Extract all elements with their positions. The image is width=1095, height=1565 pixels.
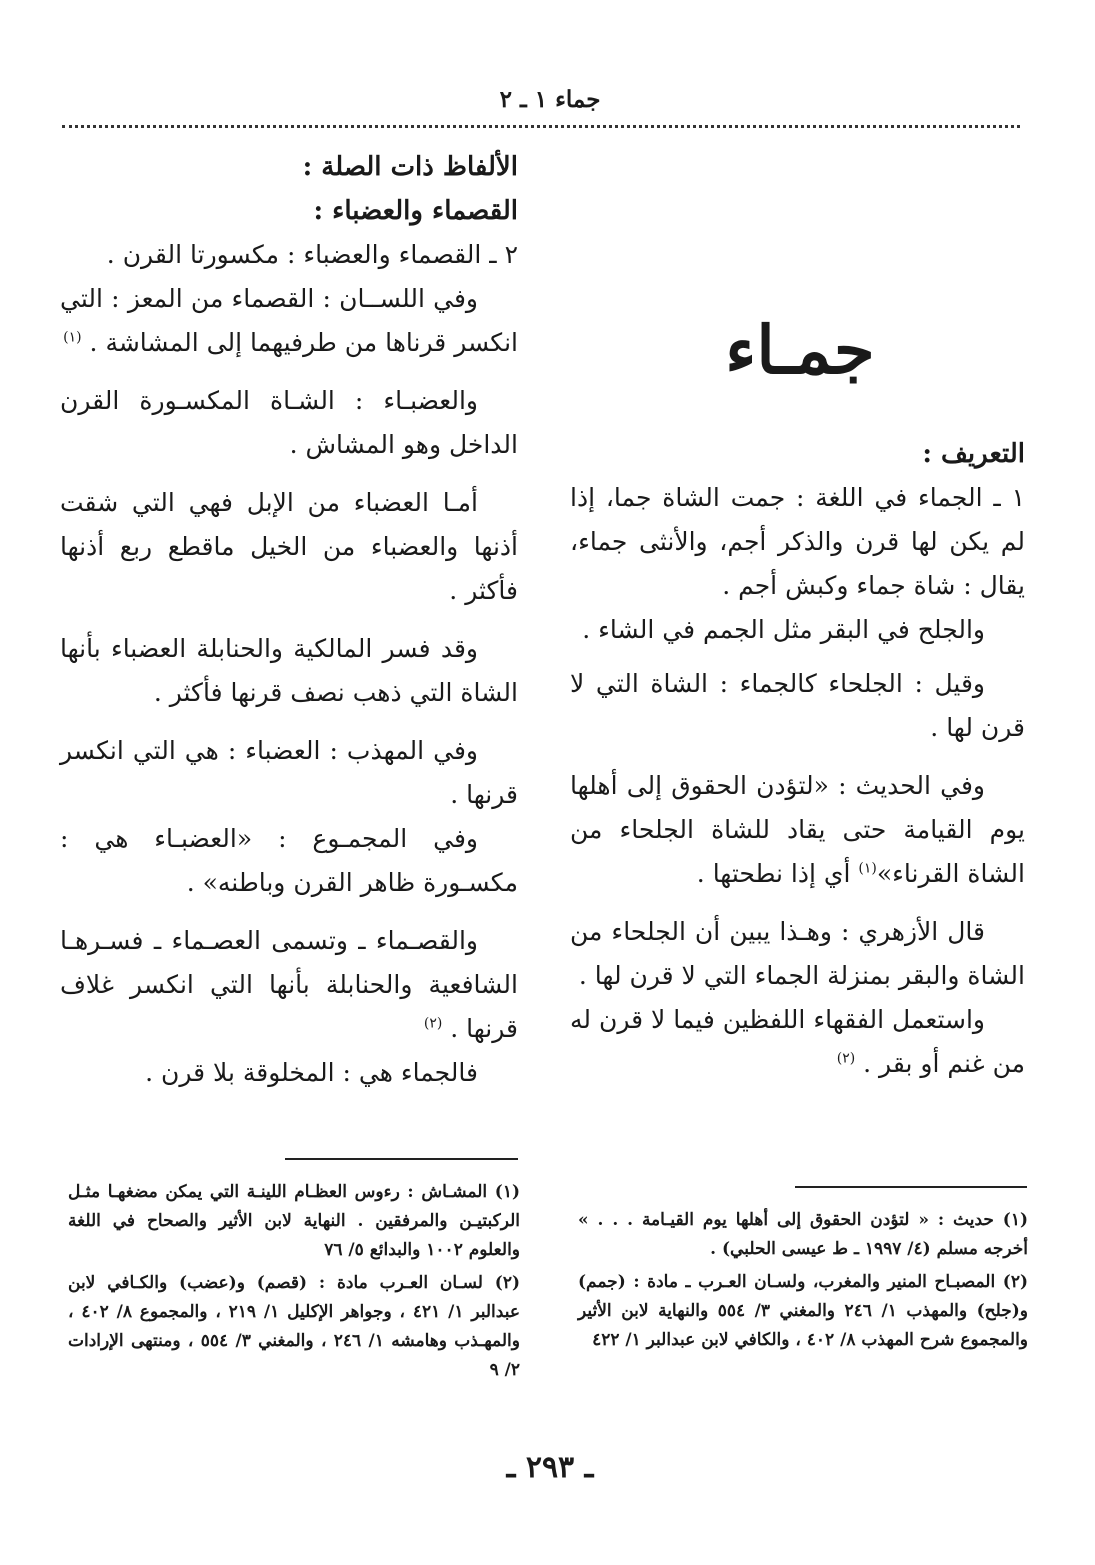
related-terms-heading: الألفاظ ذات الصلة : <box>302 152 518 182</box>
footnote-ref: (١) <box>63 329 82 346</box>
paragraph-muhadhab: وفي المهذب : العضباء : هي التي انكسر قرنها . <box>60 736 518 809</box>
paragraph-text: وفي اللســان : القصماء من المعز : التي انكسر قرناها من طرفيهما إلى المشاشة . <box>60 284 518 357</box>
paragraph-text: أي إذا نطحتها . <box>696 859 859 888</box>
definition-heading: التعريف : <box>922 439 1025 469</box>
footnote-item: (١) المشـاش : رءوس العظـام اللينـة التي يمكن مضغهـا مثـل الركبتيـن والمرفقين . النهاية لابن الأثير والصحاح في اللغة والعلوم ١٠٠٢ والبدائع ٥/ ٧٦ <box>68 1182 520 1260</box>
paragraph-conclusion: فالجماء هي : المخلوقة بلا قرن . <box>145 1058 478 1087</box>
paragraph-jalha: وقيل : الجلحاء كالجماء : الشاة التي لا قرن لها . <box>570 669 1025 742</box>
entry-title: جمـاء <box>725 311 875 389</box>
paragraph-text: والقصـماء ـ وتسمى العصـماء ـ فسـرهـا الشافعية والحنابلة بأنها التي انكسر غلاف قرنها . <box>60 926 518 1043</box>
paragraph-1: ١ ـ الجماء في اللغة : جمت الشاة جما، إذا لم يكن لها قرن والذكر أجم، والأنثى جماء، يقال : شاة جماء وكبش أجم . <box>570 483 1025 600</box>
paragraph-maliki: وقد فسر المالكية والحنابلة العضباء بأنها الشاة التي ذهب نصف قرنها فأكثر . <box>60 634 518 707</box>
paragraph-text: وفي الحديث : «لتؤدن الحقوق إلى أهلها يوم القيامة حتى يقاد للشاة الجلحاء من الشاة القرناء» <box>570 771 1025 888</box>
left-footnote-rule <box>285 1158 518 1160</box>
right-column <box>570 432 1025 1086</box>
footnote-item: (٢) لسـان العـرب مادة : (قصم) و(عضب) والكـافي لابن عبدالبر ١/ ٤٢١ ، وجواهر الإكليل ١/ ٢١٩ ، والمجموع ٨/ ٤٠٢ ، والمهـذب وهامشه ١/ ٢٤٦ ، والمغني ٣/ ٥٥٤ ، ومنتهى الإرادات ٢/ ٩ <box>68 1273 520 1380</box>
paragraph-lisan <box>60 277 518 365</box>
paragraph-adba-sheep: والعضبـاء : الشـاة المكسـورة القرن الداخل وهو المشاش . <box>60 386 518 459</box>
page-number: ـ ٢٩٣ ـ <box>506 1450 594 1485</box>
footnote-ref: (١) <box>858 860 877 877</box>
paragraph-shafii <box>60 919 518 1051</box>
paragraph-text: واستعمل الفقهاء اللفظين فيما لا قرن له من غنم أو بقر . <box>570 1005 1025 1078</box>
subheading-qasma-adba: القصماء والعضباء : <box>313 196 518 226</box>
left-column <box>60 145 518 1095</box>
footnote-item: (١) حديث : « لتؤدن الحقوق إلى أهلها يوم القيـامة . . . » أخرجه مسلم (٤/ ١٩٩٧ ـ ط عيسى الحلبي) . <box>578 1210 1028 1259</box>
paragraph-usage <box>570 998 1025 1086</box>
running-head: جماء ١ ـ ٢ <box>499 86 601 113</box>
paragraph-azhari: قال الأزهري : وهـذا يبين أن الجلحاء من الشاة والبقر بمنزلة الجماء التي لا قرن لها . <box>570 917 1025 990</box>
left-footnotes <box>68 1178 520 1389</box>
footnote-ref: (٢) <box>836 1050 856 1067</box>
footnote-ref: (٢) <box>423 1015 443 1032</box>
header-dotted-rule <box>62 125 1020 128</box>
paragraph-majmu: وفي المجمـوع : «العضبـاء هي : مكسـورة ظاهر القرن وباطنه» . <box>60 824 518 897</box>
footnote-item: (٢) المصبـاح المنير والمغرب، ولسـان العـرب ـ مادة : (جمم) و(جلح) والمهذب ١/ ٢٤٦ والمغني ٣/ ٥٥٤ والنهاية لابن الأثير والمجموع شرح المهذب ٨/ ٤٠٢ ، والكافي لابن عبدالبر ١/ ٤٢٢ <box>578 1272 1029 1350</box>
right-footnotes <box>578 1206 1028 1359</box>
paragraph-hadith <box>570 764 1025 896</box>
right-footnote-rule <box>795 1186 1027 1188</box>
paragraph-jalah: والجلح في البقر مثل الجمم في الشاء . <box>582 615 985 644</box>
paragraph-adba-camel: أمـا العضباء من الإبل فهي التي شقت أذنها والعضباء من الخيل ماقطع ربع أذنها فأكثر . <box>60 488 518 605</box>
paragraph-2: ٢ ـ القصماء والعضباء : مكسورتا القرن . <box>106 240 518 269</box>
